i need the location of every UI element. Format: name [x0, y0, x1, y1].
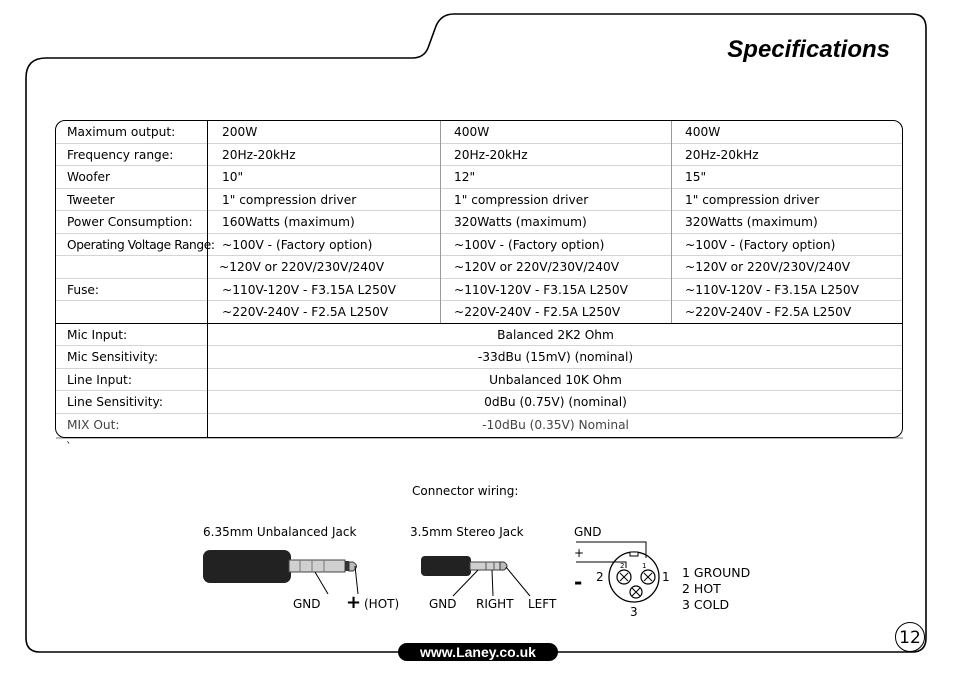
row-value: 200W: [222, 125, 258, 139]
row-value: 10": [222, 170, 244, 184]
table-row: [56, 211, 902, 234]
page-number: 12: [895, 622, 925, 652]
row-label: Line Sensitivity:: [67, 395, 163, 409]
row-value: 1" compression driver: [685, 192, 820, 207]
jack635-plug-diagram: [200, 548, 375, 596]
row-value: Balanced 2K2 Ohm: [497, 327, 614, 342]
row-value: ~110V-120V - F3.15A L250V: [222, 282, 396, 297]
table-row: [56, 189, 902, 212]
col-divider-3: [671, 121, 672, 323]
col-divider-2: [440, 121, 441, 323]
jack635-gnd-label: GND: [293, 597, 321, 611]
xlr-pin2-label: 2: [596, 570, 604, 584]
row-value: ~220V-240V - F2.5A L250V: [454, 305, 621, 319]
table-row: [56, 391, 902, 414]
table-row: [56, 346, 902, 369]
row-value: 20Hz-20kHz: [454, 147, 528, 162]
spec-table: [55, 120, 903, 438]
table-row: [56, 121, 902, 144]
row-value: Unbalanced 10K Ohm: [489, 372, 622, 387]
row-value: 400W: [454, 125, 490, 139]
xlr-pin-small-1: 1: [642, 562, 647, 570]
row-label: Mic Sensitivity:: [67, 350, 159, 364]
row-label: Woofer: [67, 170, 111, 184]
row-value: 1" compression driver: [222, 192, 357, 207]
table-row: [56, 166, 902, 189]
row-value: 12": [454, 170, 476, 184]
jack35-right-label: RIGHT: [476, 597, 514, 611]
row-value: 400W: [685, 125, 721, 139]
row-label: Maximum output:: [67, 125, 176, 139]
row-value: 320Watts (maximum): [454, 215, 587, 229]
row-value: 320Watts (maximum): [685, 215, 818, 229]
row-value: -10dBu (0.35V) Nominal: [482, 417, 629, 432]
jack35-plug-diagram: [418, 552, 563, 600]
row-label: Mic Input:: [67, 327, 128, 342]
table-row: [56, 369, 902, 392]
table-row: [56, 414, 902, 437]
row-label: Frequency range:: [67, 147, 174, 162]
row-value: ~110V-120V - F3.15A L250V: [685, 282, 859, 297]
xlr-plus-label: +: [574, 546, 585, 560]
row-value: 15": [685, 170, 707, 184]
xlr-pin-small-2: 2: [620, 562, 625, 570]
jack35-title: 3.5mm Stereo Jack: [410, 525, 524, 539]
section-divider: [56, 323, 902, 324]
xlr-legend-2: 2 HOT: [682, 581, 721, 596]
jack35-gnd-label: GND: [429, 597, 457, 611]
xlr-pin3-label: 3: [630, 605, 638, 619]
website-url[interactable]: www.Laney.co.uk: [398, 643, 558, 661]
row-value: ~100V - (Factory option): [222, 237, 373, 252]
row-value: ~120V or 220V/230V/240V: [685, 260, 851, 274]
row-value: 20Hz-20kHz: [685, 147, 759, 162]
table-row: [56, 144, 902, 167]
wiring-heading: Connector wiring:: [412, 484, 519, 498]
row-value: ~110V-120V - F3.15A L250V: [454, 282, 628, 297]
row-label: Tweeter: [67, 192, 115, 207]
row-label: Operating Voltage Range:: [67, 237, 215, 252]
row-value: ~100V - (Factory option): [454, 237, 605, 252]
row-value: ~120V or 220V/230V/240V: [454, 260, 620, 274]
xlr-minus-label: -: [574, 570, 583, 594]
jack635-plus-label: +: [346, 592, 362, 613]
xlr-legend-1: 1 GROUND: [682, 565, 751, 580]
row-value: 160Watts (maximum): [222, 215, 355, 229]
table-row: [56, 234, 902, 257]
table-row: [56, 279, 902, 302]
row-label: MIX Out:: [67, 417, 120, 432]
table-row: [56, 301, 902, 324]
page-title: Specifications: [727, 36, 890, 63]
xlr-connector-diagram: [570, 538, 670, 618]
row-value: ~120V or 220V/230V/240V: [219, 260, 385, 274]
row-label: Fuse:: [67, 282, 100, 297]
row-value: 20Hz-20kHz: [222, 147, 296, 162]
row-value: 0dBu (0.75V) (nominal): [484, 395, 627, 409]
table-row: [56, 256, 902, 279]
row-value: ~100V - (Factory option): [685, 237, 836, 252]
jack35-left-label: LEFT: [528, 597, 557, 611]
row-value: 1" compression driver: [454, 192, 589, 207]
row-value: ~220V-240V - F2.5A L250V: [685, 305, 852, 319]
row-value: ~220V-240V - F2.5A L250V: [222, 305, 389, 319]
xlr-pin1-label: 1: [662, 570, 670, 584]
jack635-title: 6.35mm Unbalanced Jack: [203, 525, 357, 539]
table-row: [56, 324, 902, 347]
stray-mark: `: [66, 440, 72, 453]
xlr-gnd-label: GND: [574, 525, 602, 539]
xlr-legend-3: 3 COLD: [682, 597, 730, 612]
row-value: -33dBu (15mV) (nominal): [477, 350, 634, 364]
jack635-hot-label: (HOT): [364, 597, 400, 611]
col-divider-label: [207, 121, 208, 438]
row-label: Power Consumption:: [67, 215, 193, 229]
row-label: Line Input:: [67, 372, 132, 387]
